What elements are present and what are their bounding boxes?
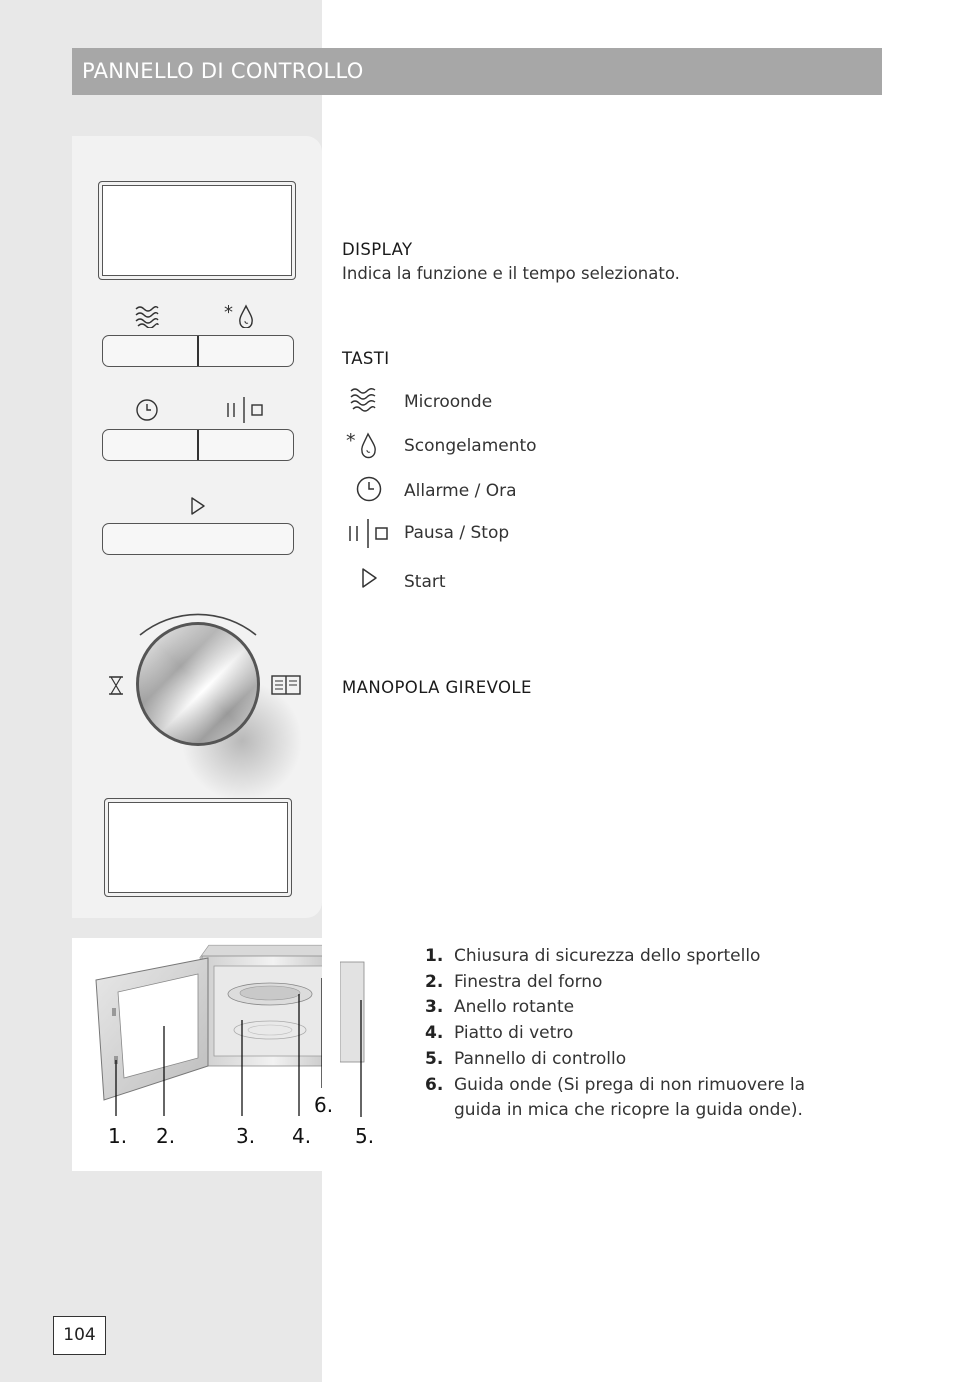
callout-2: 2. (156, 1124, 176, 1148)
knob-heading: MANOPOLA GIREVOLE (342, 678, 532, 697)
start-icon (360, 566, 380, 590)
display-heading: DISPLAY (342, 240, 413, 259)
button-row-microwave-defrost (102, 335, 294, 367)
microwave-waves-icon (134, 304, 160, 328)
callout-3: 3. (236, 1124, 256, 1148)
start-icon (190, 496, 206, 516)
section-header (72, 48, 882, 95)
list-item: 5. Pannello di controllo (425, 1048, 627, 1069)
auto-menu-icon (272, 676, 300, 694)
list-item: 3. Anello rotante (425, 997, 575, 1018)
callout-6: 6. (314, 1093, 334, 1117)
keys-heading: TASTI (342, 349, 390, 368)
timer-hourglass-icon (109, 677, 123, 694)
callout-1: 1. (108, 1124, 128, 1148)
key-label: Microonde (404, 392, 493, 412)
clock-icon (355, 475, 383, 503)
page-number: 104 (53, 1316, 106, 1355)
oven-diagram (72, 938, 334, 1171)
key-label: Pausa / Stop (404, 523, 510, 543)
defrost-icon (346, 430, 382, 460)
list-item: 4. Piatto di vetro (425, 1023, 574, 1044)
panel-lower-screen (104, 798, 292, 897)
pause-stop-icon (346, 517, 392, 549)
control-panel-illustration (72, 136, 322, 918)
display-description: Indica la funzione e il tempo selezionato. (342, 264, 680, 283)
list-item: 2. Finestra del forno (425, 971, 603, 992)
panel-display-screen (98, 181, 296, 280)
key-item-pausa-stop (342, 517, 742, 551)
svg-text:*: * (346, 430, 356, 452)
section-title: PANNELLO DI CONTROLLO (82, 59, 364, 83)
key-label: Start (404, 572, 446, 592)
svg-text:*: * (224, 302, 233, 323)
parts-list (425, 944, 845, 1124)
button-row-clock-pause (102, 429, 294, 461)
defrost-icon (224, 302, 258, 328)
microwave-waves-icon (348, 386, 378, 414)
key-item-allarme-ora (342, 475, 742, 509)
pause-stop-icon (224, 396, 266, 424)
callout-5-line (340, 960, 370, 1120)
key-item-start (342, 566, 742, 600)
clock-icon (135, 398, 159, 422)
key-item-microonde (342, 386, 742, 420)
key-label: Scongelamento (404, 436, 537, 456)
callout-5: 5. (355, 1124, 375, 1148)
list-item: 6. Guida onde (Si prega di non rimuovere la guida in mica che ricopre la guida onde). (425, 1074, 805, 1121)
rotary-knob (92, 591, 322, 806)
key-label: Allarme / Ora (404, 481, 517, 501)
key-item-scongelamento (342, 430, 742, 464)
button-start (102, 523, 294, 555)
list-item: 1. Chiusura di sicurezza dello sportello (425, 946, 761, 966)
callout-4: 4. (292, 1124, 312, 1148)
